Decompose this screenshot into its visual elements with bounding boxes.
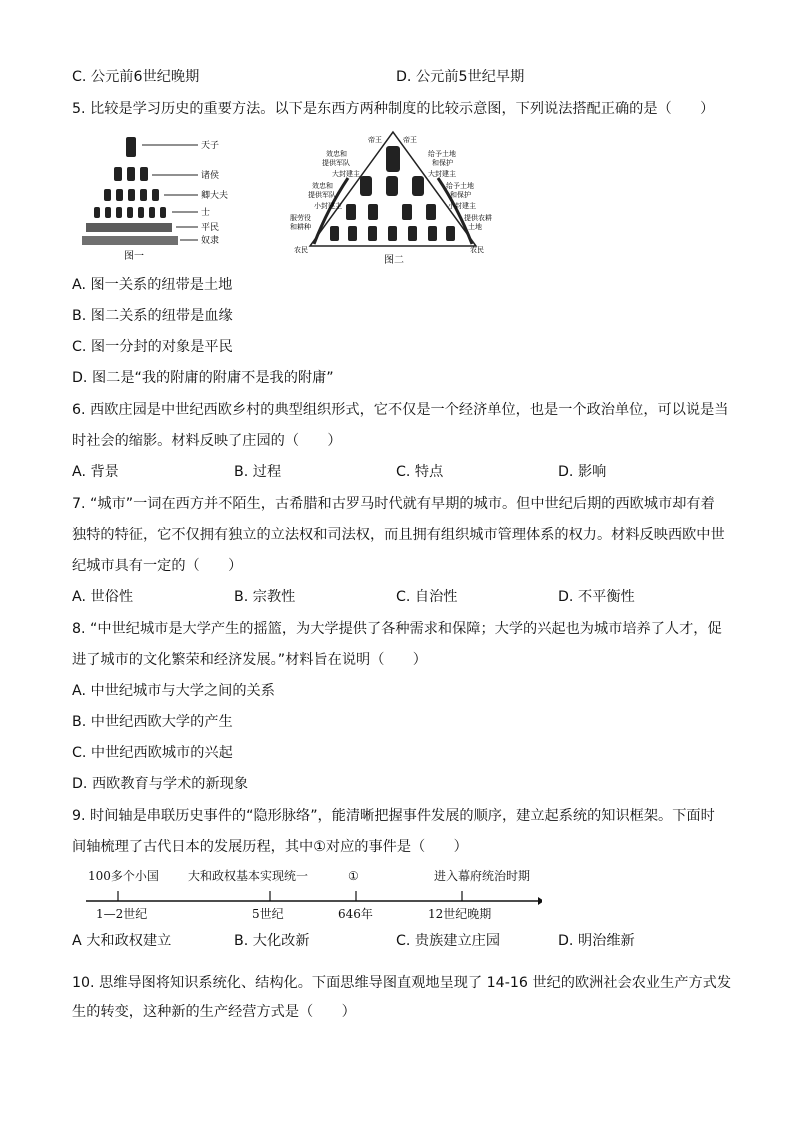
fig2-label-r5b: 土地: [468, 223, 482, 231]
q9-option-d[interactable]: D. 明治维新: [558, 933, 635, 949]
q5-stem: 5. 比较是学习历史的重要方法。以下是东西方两种制度的比较示意图，下列说法搭配正确的是（ ）: [72, 101, 715, 117]
q5-option-c[interactable]: C. 图一分封的对象是平民: [72, 339, 233, 355]
timeline-bottom-4: 12世纪晚期: [428, 907, 492, 921]
fig1-label-zhuhou: 诸侯: [201, 171, 220, 181]
q8-option-b[interactable]: B. 中世纪西欧大学的产生: [72, 714, 233, 730]
fig1-label-tianzi: 天子: [201, 141, 220, 151]
fig1-label-qingdafu: 卿大夫: [201, 191, 229, 201]
q4-option-c: C. 公元前6世纪晚期: [72, 69, 200, 85]
timeline-bottom-1: 1—2世纪: [96, 907, 148, 921]
fig2-label-r3a: 给予土地: [446, 182, 474, 190]
q8-stem-line1: 8. “中世纪城市是大学产生的摇篮，为大学提供了各种需求和保障；大学的兴起也为城市培养了人才，促: [72, 621, 722, 637]
q7-option-b[interactable]: B. 宗教性: [234, 589, 296, 605]
fig2-label-r2: 大封建主: [428, 170, 456, 178]
q7-option-c[interactable]: C. 自治性: [396, 589, 458, 605]
q9-stem-line1: 9. 时间轴是串联历史事件的“隐形脉络”，能清晰把握事件发展的顺序，建立起系统的知识框架。下面时: [72, 808, 715, 824]
q5-option-b[interactable]: B. 图二关系的纽带是血缘: [72, 308, 233, 324]
fig2-label-l3b: 提供军队: [308, 191, 336, 199]
fig1-label-nuli: 奴隶: [201, 236, 220, 246]
fig2-label-r1a: 给予土地: [428, 150, 456, 158]
fig2-label-l2: 大封建主: [332, 170, 360, 178]
q7-stem-line3: 纪城市具有一定的（ ）: [72, 558, 243, 574]
fig2-label-r3b: 和保护: [450, 191, 471, 199]
figure-2-feudal-triangle: [288, 128, 498, 266]
q9-option-a[interactable]: A 大和政权建立: [72, 933, 172, 949]
fig1-caption: 图一: [124, 251, 144, 262]
q9-option-c[interactable]: C. 贵族建立庄园: [396, 933, 501, 949]
q6-stem-line2: 时社会的缩影。材料反映了庄园的（ ）: [72, 433, 342, 449]
fig2-label-l3a: 效忠和: [312, 182, 333, 190]
fig2-label-r6: 农民: [470, 246, 484, 254]
q9-option-b[interactable]: B. 大化改新: [234, 933, 310, 949]
q8-option-d[interactable]: D. 西欧教育与学术的新现象: [72, 776, 249, 792]
q10-stem-line1: 10. 思维导图将知识系统化、结构化。下面思维导图直观地呈现了 14-16 世纪的欧洲社会农业生产方式发: [72, 975, 732, 991]
fig2-label-l5b: 和耕种: [290, 223, 311, 231]
fig2-label-l4: 小封建主: [314, 202, 342, 210]
q7-stem-line1: 7. “城市”一词在西方并不陌生，古希腊和古罗马时代就有早期的城市。但中世纪后期的西欧城市却有着: [72, 496, 715, 512]
q6-option-d[interactable]: D. 影响: [558, 464, 607, 480]
timeline-top-3: ①: [348, 869, 359, 883]
fig2-caption: 图二: [384, 255, 404, 266]
q6-option-a[interactable]: A. 背景: [72, 464, 119, 480]
q7-option-d[interactable]: D. 不平衡性: [558, 589, 635, 605]
q7-option-a[interactable]: A. 世俗性: [72, 589, 134, 605]
q5-option-a[interactable]: A. 图一关系的纽带是土地: [72, 277, 233, 293]
timeline-bottom-3: 646年: [338, 907, 373, 921]
timeline-top-1: 100多个小国: [88, 869, 159, 883]
q6-option-c[interactable]: C. 特点: [396, 464, 444, 480]
q8-option-a[interactable]: A. 中世纪城市与大学之间的关系: [72, 683, 275, 699]
timeline-bottom-2: 5世纪: [252, 907, 284, 921]
q9-timeline: [82, 864, 542, 924]
timeline-top-4: 进入幕府统治时期: [434, 869, 531, 883]
fig1-label-pingmin: 平民: [201, 223, 220, 233]
fig2-label-l1a: 效忠和: [326, 150, 347, 158]
fig2-label-emperor-right: 帝王: [403, 136, 417, 144]
q8-stem-line2: 进了城市的文化繁荣和经济发展。”材料旨在说明（ ）: [72, 652, 427, 668]
q4-option-d: D. 公元前5世纪早期: [396, 69, 525, 85]
fig2-label-r1b: 和保护: [432, 159, 453, 167]
timeline-top-2: 大和政权基本实现统一: [188, 869, 309, 883]
fig1-label-shi: 士: [201, 208, 211, 218]
q5-option-d[interactable]: D. 图二是“我的附庸的附庸不是我的附庸”: [72, 370, 334, 386]
q6-option-b[interactable]: B. 过程: [234, 464, 282, 480]
fig2-label-r4: 小封建主: [448, 202, 476, 210]
fig2-label-l5a: 服劳役: [290, 214, 311, 222]
q7-stem-line2: 独特的特征，它不仅拥有独立的立法权和司法权，而且拥有组织城市管理体系的权力。材料反映西欧中世: [72, 527, 725, 543]
fig2-label-l6: 农民: [294, 246, 308, 254]
fig2-label-r5a: 提供农耕: [464, 214, 492, 222]
fig2-label-emperor-left: 帝王: [368, 136, 382, 144]
q10-stem-line2: 生的转变，这种新的生产经营方式是（ ）: [72, 1004, 356, 1020]
q8-option-c[interactable]: C. 中世纪西欧城市的兴起: [72, 745, 233, 761]
q9-stem-line2: 间轴梳理了古代日本的发展历程，其中①对应的事件是（ ）: [72, 839, 468, 855]
q6-stem-line1: 6. 西欧庄园是中世纪西欧乡村的典型组织形式，它不仅是一个经济单位，也是一个政治单位，可以说是当: [72, 402, 729, 418]
fig2-label-l1b: 提供军队: [322, 159, 350, 167]
figure-1-pyramid: [80, 133, 250, 263]
